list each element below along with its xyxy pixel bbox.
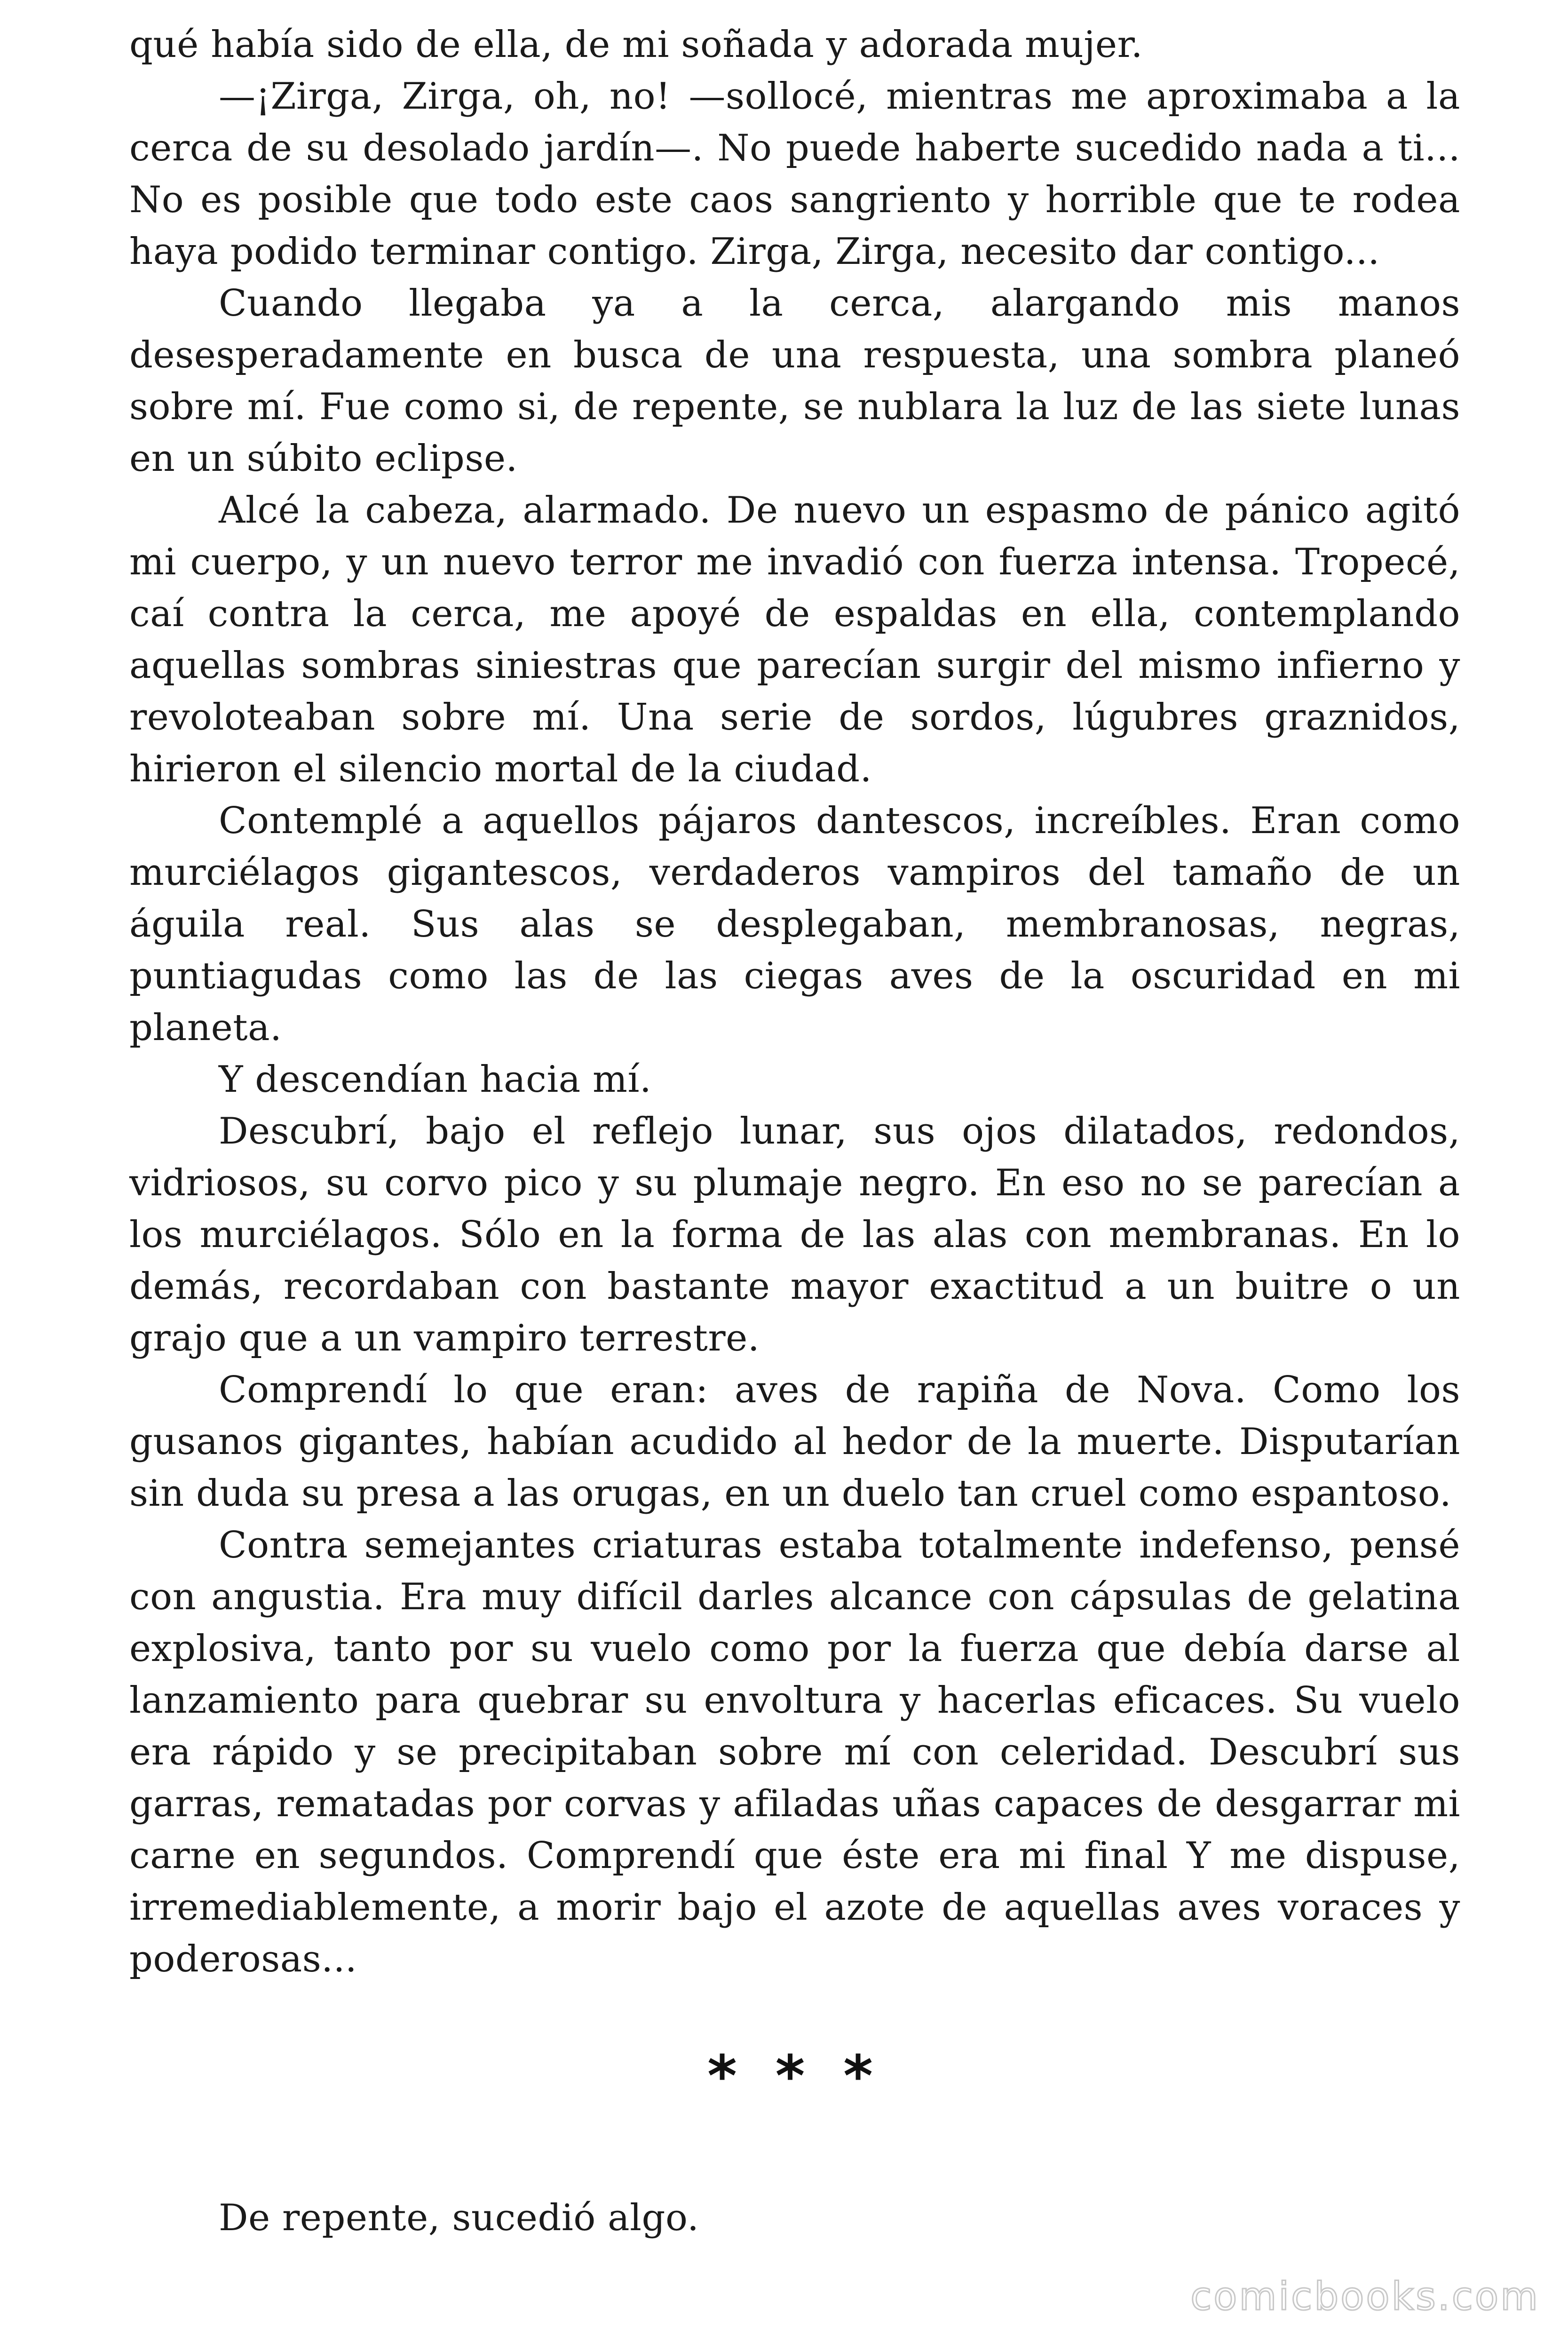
paragraph: —¡Zirga, Zirga, oh, no! —sollocé, mientras me aproximaba a la cerca de su desolado jardín—. No puede haberte sucedido nada a ti... No es posible que todo este caos sangriento y horrible que te rodea haya podido terminar contigo. Zirga, Zirga, necesito dar contigo... bbox=[129, 75, 1460, 273]
paragraph: Alcé la cabeza, alarmado. De nuevo un espasmo de pánico agitó mi cuerpo, y un nuevo terror me invadió con fuerza intensa. Tropecé, caí contra la cerca, me apoyé de espaldas en ella, contemplando aquellas sombras siniestras que parecían surgir del mismo infierno y revoloteaban sobre mí. Una serie de sordos, lúgubres graznidos, hirieron el silencio mortal de la ciudad. bbox=[129, 489, 1460, 790]
paragraph: Y descendían hacia mí. bbox=[219, 1058, 652, 1101]
book-page bbox=[129, 19, 1460, 2244]
paragraph: qué había sido de ella, de mi soñada y adorada mujer. bbox=[129, 24, 1143, 66]
paragraph: Contemplé a aquellos pájaros dantescos, increíbles. Eran como murciélagos gigantescos, verdaderos vampiros del tamaño de un águila real. Sus alas se desplegaban, membranosas, negras, puntiagudas como las de las ciegas aves de la oscuridad en mi planeta. bbox=[129, 800, 1460, 1049]
paragraph: Descubrí, bajo el reflejo lunar, sus ojos dilatados, redondos, vidriosos, su corvo pico y su plumaje negro. En eso no se parecían a los murciélagos. Sólo en la forma de las alas con membranas. En lo demás, recordaban con bastante mayor exactitud a un buitre o un grajo que a un vampiro terrestre. bbox=[129, 1110, 1460, 1359]
watermark-logo: comicbooks.com bbox=[1190, 2274, 1540, 2319]
section-separator: * * * bbox=[707, 2044, 882, 2109]
paragraph: Contra semejantes criaturas estaba totalmente indefenso, pensé con angustia. Era muy difícil darles alcance con cápsulas de gelatina explosiva, tanto por su vuelo como por la fuerza que debía darse al lanzamiento para quebrar su envoltura y hacerlas eficaces. Su vuelo era rápido y se precipitaban sobre mí con celeridad. Descubrí sus garras, rematadas por corvas y afiladas uñas capaces de desgarrar mi carne en segundos. Comprendí que éste era mi final Y me dispuse, irremediablemente, a morir bajo el azote de aquellas aves voraces y poderosas... bbox=[129, 1524, 1460, 1980]
closing-paragraph: De repente, sucedió algo. bbox=[219, 2197, 699, 2239]
paragraph: Comprendí lo que eran: aves de rapiña de Nova. Como los gusanos gigantes, habían acudido al hedor de la muerte. Disputarían sin duda su presa a las orugas, en un duelo tan cruel como espantoso. bbox=[129, 1369, 1460, 1515]
paragraph: Cuando llegaba ya a la cerca, alargando mis manos desesperadamente en busca de una respuesta, una sombra planeó sobre mí. Fue como si, de repente, se nublara la luz de las siete lunas en un súbito eclipse. bbox=[129, 282, 1460, 480]
